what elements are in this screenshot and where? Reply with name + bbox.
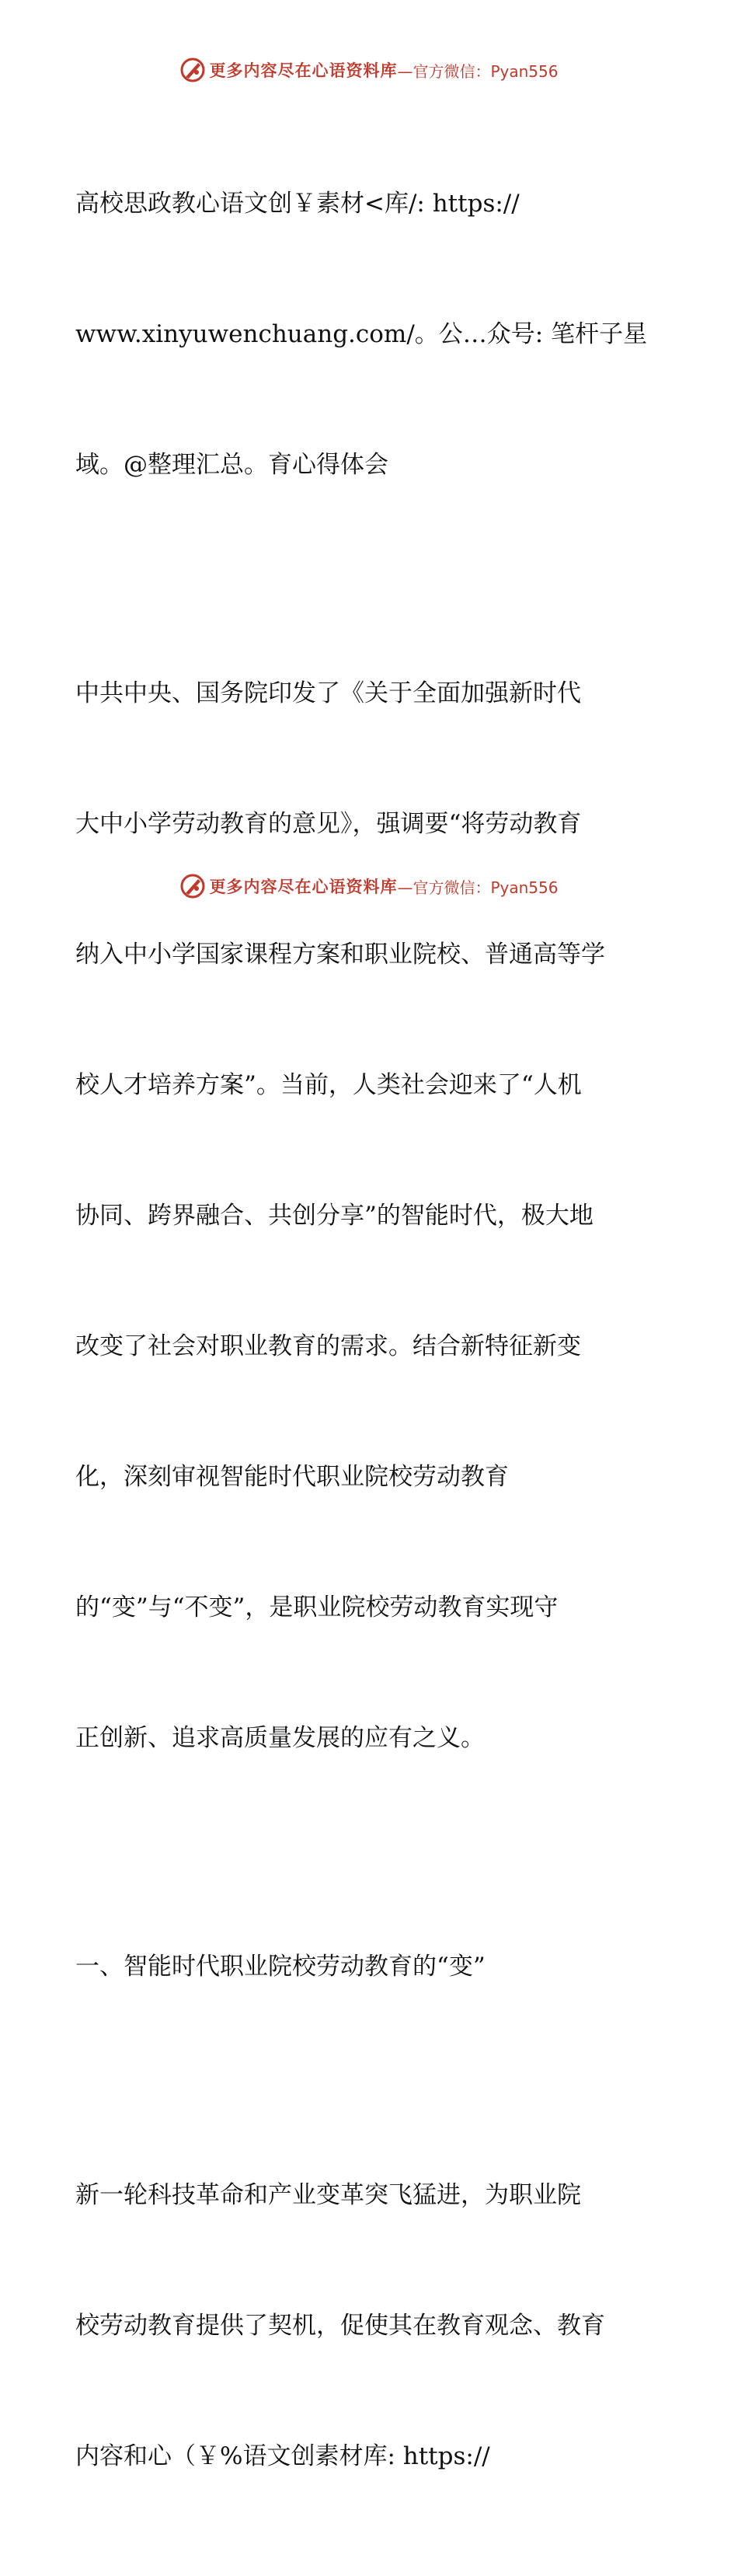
text-line: 内容和心（￥%语文创素材库: https:// — [75, 2442, 490, 2470]
text-line: 域。@整理汇总。育心得体会 — [75, 451, 388, 479]
text-line: 新一轮科技革命和产业变革突飞猛进，为职业院 — [75, 2181, 581, 2209]
text-line: 纳入中小学国家课程方案和职业院校、普通高等学 — [75, 941, 605, 969]
section-heading — [75, 1858, 666, 2075]
document-body — [75, 95, 666, 2576]
text-line: 校劳动教育提供了契机，促使其在教育观念、教育 — [75, 2312, 605, 2340]
header-banner-contact: —官方微信：Pyan556 — [397, 61, 559, 81]
paragraph-section-1 — [75, 2086, 666, 2565]
paragraph-main — [75, 585, 666, 1847]
quill-logo-icon — [179, 873, 206, 899]
footer-banner-text: 更多内容尽在心语资料库 — [209, 878, 398, 896]
text-line: 化，深刻审视智能时代职业院校劳动教育 — [75, 1463, 509, 1491]
text-line: 协同、跨界融合、共创分享”的智能时代，极大地 — [75, 1202, 594, 1230]
text-line: 大中小学劳动教育的意见》，强调要“将劳动教育 — [75, 810, 582, 838]
text-line: 校人才培养方案”。当前，人类社会迎来了“人机 — [75, 1071, 582, 1099]
header-banner — [0, 54, 738, 86]
text-line: www.xinyuwenchuang.com/。公…众号: 笔杆子星 — [75, 320, 648, 348]
text-line: 一、智能时代职业院校劳动教育的“变” — [75, 1953, 486, 1981]
text-line: 改变了社会对职业教育的需求。结合新特征新变 — [75, 1332, 581, 1360]
footer-banner — [0, 871, 738, 902]
text-line: 中共中央、国务院印发了《关于全面加强新时代 — [75, 679, 581, 707]
footer-banner-contact: —官方微信：Pyan556 — [397, 878, 559, 897]
text-line: 高校思政教心语文创￥素材<库/: https:// — [75, 190, 520, 218]
text-line: 的“变”与“不变”，是职业院校劳动教育实现守 — [75, 1593, 559, 1621]
text-line: 正创新、追求高质量发展的应有之义。 — [75, 1724, 485, 1752]
paragraph-intro — [75, 95, 666, 574]
quill-logo-icon — [179, 57, 206, 83]
header-banner-text: 更多内容尽在心语资料库 — [209, 61, 398, 80]
